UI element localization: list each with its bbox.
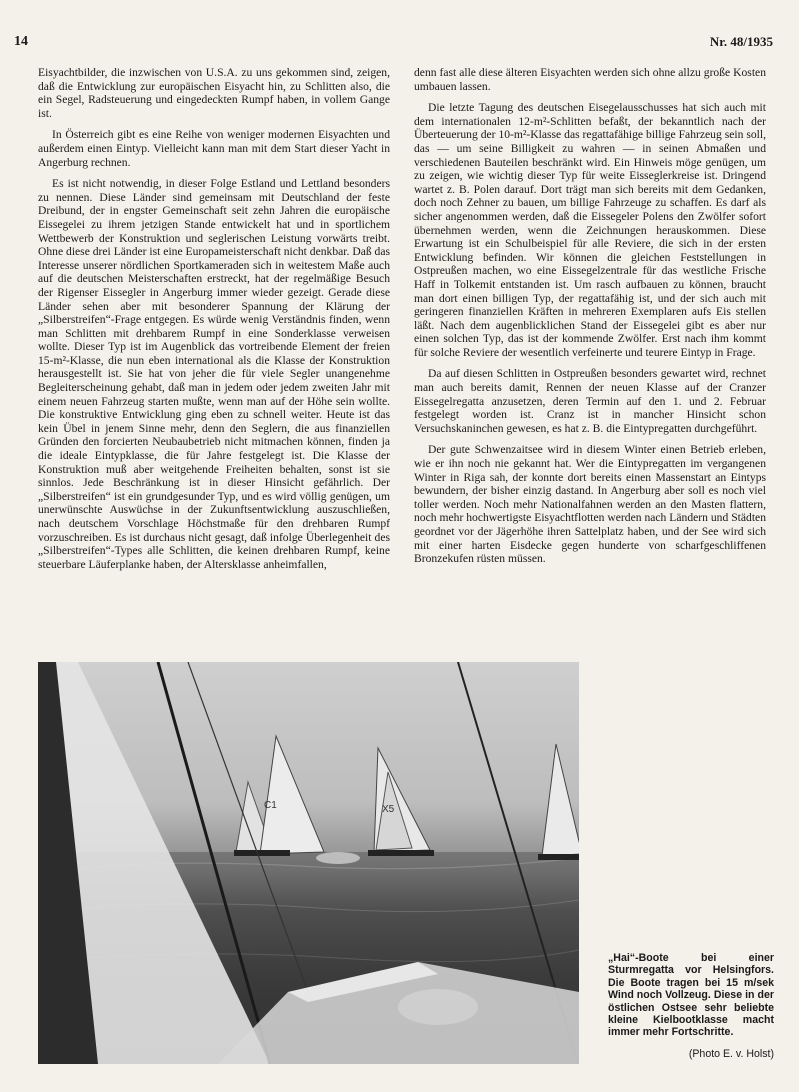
left-column	[38, 66, 390, 579]
issue-number: Nr. 48/1935	[709, 34, 773, 49]
paragraph: denn fast alle diese älteren Eisyachten werden sich ohne allzu große Kosten umbauen lassen.	[414, 66, 766, 93]
right-column	[414, 66, 766, 574]
paragraph: Eisyachtbilder, die inzwischen von U.S.A. zu uns gekommen sind, zeigen, daß die Entwicklung zur europäischen Eisyacht hin, zu Schlitten also, die ein Segel, Radsteuerung und eingedeckten Rumpf haben, in vollem Gange ist.	[38, 66, 390, 120]
sail-number: X5	[382, 804, 395, 815]
sail-number: C1	[264, 800, 277, 811]
photo-credit: (Photo E. v. Holst)	[688, 1048, 774, 1060]
regatta-photo	[38, 662, 579, 1064]
paragraph: In Österreich gibt es eine Reihe von weniger modernen Eisyachten und außerdem einen Eintyp. Vielleicht kann man mit dem Start dieser Yacht in Angerburg rechnen.	[38, 128, 390, 169]
regatta-photo-illustration	[38, 662, 579, 1064]
page-number: 14	[14, 34, 28, 49]
paragraph: Der gute Schwenzaitsee wird in diesem Winter einen Betrieb erleben, wie er ihn noch nie gekannt hat. Wer die Eintypregatten im vergangenen Winter in Riga sah, der konnte dort bereits einen Massenstart an Eintyps bewundern, der bisher einzig dastand. In Angerburg aber soll es noch viel toller werden. Noch mehr Nationalfahnen werden an den Masten flattern, noch mehr hochwertigste Eisyachtflotten werden nach Ländern und Städten geordnet vor der Jägerhöhe ihren Sattelplatz haben, und der See wird sich mit einer harten Eisdecke gegen hunderte von scharfgeschliffenen Bronzekufen rüsten müssen.	[414, 443, 766, 566]
paragraph: Da auf diesen Schlitten in Ostpreußen besonders gewartet wird, rechnet man auch bereits damit, Rennen der neuen Klasse auf der Cranzer Eissegelregatta anzusetzen, deren Termin auf den 1. und 2. Februar festgelegt worden ist. Cranz ist in mancher Hinsicht schon Versuchskaninchen gewesen, es hat z. B. die Eintypregatten durchgeführt.	[414, 367, 766, 435]
paragraph: Die letzte Tagung des deutschen Eisegelausschusses hat sich auch mit dem internationalen 12-m²-Schlitten befaßt, der bekanntlich nach der Überteuerung der 10-m²-Klasse das regattafähige billige Fahrzeug sein soll, das — um seine Billigkeit zu wahren — in seinen Abmaßen und verschiedenen Bauteilen beschränkt wird. Ein Hinweis möge genügen, um zu zeigen, wie wichtig dieser Typ für weite Eisseglerkreise ist. Dringend wartet z. B. Polen darauf. Dort trägt man sich bereits mit dem Gedanken, doch noch Zehner zu bauen, um billige Fahrzeuge zu schaffen. Es darf als sicher angenommen werden, daß die Eissegeler Polens den Zwölfer sofort übernehmen werden, wenn die Zeichnungen herauskommen. Diese Erwartung ist ein Schulbeispiel für alle Reviere, die sich in der ersten Entwicklung befinden. Wir können die gleichen Feststellungen in Ostpreußen machen, wo eine Eissegelzentrale für das westliche Frische Haff in Tolkemit entstanden ist. Um rasch aufbauen zu können, braucht man dort einen billigen Typ, der regattafähig ist, und der sich auch mit geringeren finanziellen Kräften in mehreren Exemplaren aufs Eis stellen läßt. Nach dem augenblicklichen Stand der Eissegelei gibt es aber nur einen solchen Typ, das ist der kommende Zwölfer. Erst nach ihm kommt für solche Reviere der wesentlich verfeinerte und teurere Eintyp in Frage.	[414, 101, 766, 359]
paragraph: Es ist nicht notwendig, in dieser Folge Estland und Lettland besonders zu nennen. Diese Länder sind gemeinsam mit Deutschland der feste Dreibund, der in engster Gemeinschaft seit zehn Jahren die europäische Eissegelei zu ihrem jetzigen Stande entwickelt hat und in sportlichem Wettbewerb der Konstruktion und seglerischen Leistung vorwärts treibt. Ohne diese drei Länder ist eine Europameisterschaft nicht denkbar. Daß das Interesse unserer nördlichen Sportkameraden sich in weitestem Maße auch auf die deutschen Meisterschaften erstreckt, hat der regelmäßige Besuch der Rigenser Eissegler in Angerburg immer wieder gezeigt. Gerade diese Länder sehen aber mit besonderer Spannung der Klärung der „Silberstreifen“-Frage entgegen. Es würde wenig Verständnis finden, wenn man Schlitten mit drehbarem Rumpf in eine Sonderklasse verweisen wollte. Dieser Typ ist im Augenblick das vortreibende Element der freien 15-m²-Klasse, die nun eben international als die Klasse der Konstruktion herausgestellt ist. Sie hat von jeher die für viele Segler unangenehme Begleiterscheinung gehabt, daß man in jedem oder jedem zweiten Jahr mit einem neuen Fahrzeug starten mußte, wenn man auf der Höhe sein wollte. Die konstruktive Entwicklung ging eben zu schnell weiter. Heute ist das kein Übel in jenem Sinne mehr, denn den Seglern, die aus finanziellen Gründen den forcierten Neubaubetrieb nicht mitmachen können, finden ja die ideale Eintypklasse, die für Jahre festgelegt ist. Die Klasse der Konstruktion muß aber weitgehende Freiheiten behalten, sonst ist sie sinnlos. Jede Beschränkung ist in dieser Hinsicht gefährlich. Der „Silberstreifen“ ist ein grundgesunder Typ, und es wird völlig genügen, um unerwünschte Auswüchse in der Zukunftsentwicklung auszuschließen, nach deutschem Vorschlage Höchstmaße für den drehbaren Rumpf vorzuschreiben. Es ist durchaus nicht gesagt, daß infolge Überlegenheit des „Silberstreifen“-Types alle Schlitten, die keinen drehbaren Rumpf, keine steuerbare Läuferplanke haben, der Altersklasse anheimfallen,	[38, 177, 390, 571]
photo-caption: „Hai“-Boote bei einer Sturmregatta vor Helsingfors. Die Boote tragen bei 15 m/sek Wind noch Vollzeug. Diese in der östlichen Ostsee sehr beliebte kleine Kielbootklasse macht immer mehr Fortschritte.	[608, 952, 774, 1039]
